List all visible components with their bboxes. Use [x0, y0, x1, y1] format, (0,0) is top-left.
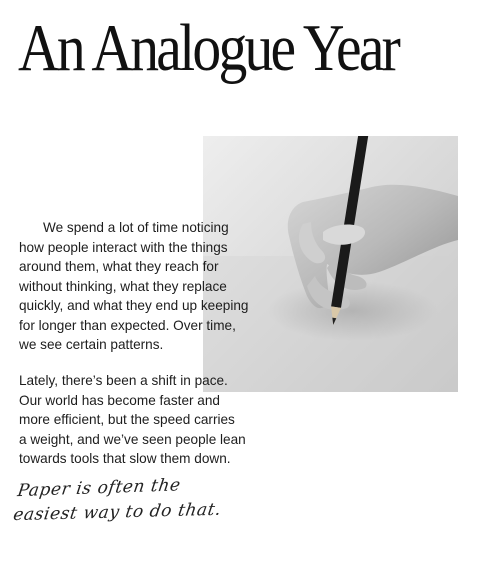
paragraph-line: for longer than expected. Over time,: [19, 317, 236, 333]
paragraph-line: Lately, there’s been a shift in pace.: [19, 373, 228, 388]
second-paragraph: [19, 371, 259, 469]
paragraph-line: without thinking, what they replace: [19, 278, 227, 294]
handwritten-note-line: Paper is often the: [16, 475, 183, 502]
page-title: An Analogue Year: [18, 11, 399, 85]
paragraph-line: we see certain patterns.: [19, 337, 164, 352]
paragraph-line: more efficient, but the speed carries: [19, 412, 235, 427]
paragraph-line: Our world has become faster and: [19, 392, 220, 408]
paragraph-line: We spend a lot of time noticing: [43, 220, 229, 235]
handwritten-note: [11, 475, 258, 538]
intro-paragraph: [19, 218, 263, 355]
paragraph-line: quickly, and what they end up keeping: [19, 298, 249, 313]
paragraph-line: towards tools that slow them down.: [19, 451, 231, 466]
paragraph-line: a weight, and we’ve seen people lean: [19, 431, 246, 447]
handwritten-note-line: easiest way to do that.: [11, 499, 223, 526]
paragraph-line: around them, what they reach for: [19, 259, 219, 274]
paragraph-line: how people interact with the things: [19, 239, 228, 255]
